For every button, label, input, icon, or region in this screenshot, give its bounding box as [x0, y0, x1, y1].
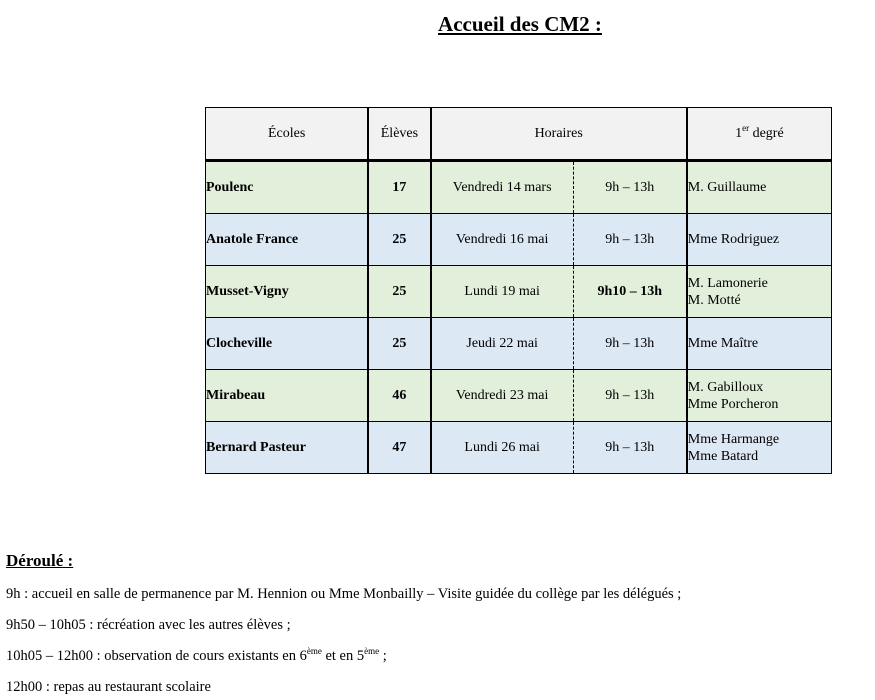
cell-premier-degre — [687, 266, 832, 318]
schedule-table — [205, 107, 832, 474]
header-ecoles: Écoles — [206, 108, 369, 161]
cell-eleves: 47 — [368, 422, 430, 474]
cell-eleves: 46 — [368, 370, 430, 422]
degre-name-1: Mme Maître — [687, 336, 759, 351]
cell-date: Vendredi 23 mai — [431, 370, 574, 422]
cell-ecole: Clocheville — [206, 318, 369, 370]
page-title: Accueil des CM2 : — [438, 12, 602, 36]
header-premier-degre — [687, 108, 832, 161]
deroule-line-3 — [6, 648, 387, 665]
cell-eleves: 17 — [368, 161, 430, 214]
cell-premier-degre — [687, 161, 832, 214]
cell-premier-degre — [687, 214, 832, 266]
degre-name-1: M. Lamonerie — [687, 275, 768, 291]
cell-heure: 9h – 13h — [573, 161, 687, 214]
header-degre-rest: degré — [749, 125, 784, 141]
degre-name-1: Mme Harmange — [687, 431, 780, 447]
table-row — [206, 318, 832, 370]
degre-name-1: Mme Rodriguez — [687, 232, 780, 247]
cell-ecole: Bernard Pasteur — [206, 422, 369, 474]
table-header-row — [206, 108, 832, 161]
deroule-line-3-sup2: ème — [364, 646, 380, 656]
cell-premier-degre — [687, 318, 832, 370]
deroule-line-3-sup1: ème — [306, 646, 322, 656]
cell-heure: 9h – 13h — [573, 318, 687, 370]
table-row — [206, 214, 832, 266]
degre-name-2: Mme Porcheron — [687, 396, 779, 412]
cell-heure: 9h10 – 13h — [573, 266, 687, 318]
cell-ecole: Poulenc — [206, 161, 369, 214]
cell-date: Vendredi 16 mai — [431, 214, 574, 266]
cell-date: Vendredi 14 mars — [431, 161, 574, 214]
cell-date: Jeudi 22 mai — [431, 318, 574, 370]
cell-eleves: 25 — [368, 214, 430, 266]
degre-name-2: Mme Batard — [687, 448, 759, 464]
cell-ecole: Musset-Vigny — [206, 266, 369, 318]
deroule-line-3-b: et en 5 — [321, 648, 365, 664]
header-degre-num: 1 — [735, 125, 743, 141]
cell-eleves: 25 — [368, 318, 430, 370]
degre-name-1: M. Gabilloux — [687, 379, 764, 395]
deroule-line-3-a: 10h05 – 12h00 : observation de cours existants en 6 — [6, 648, 307, 664]
deroule-line-4: 12h00 : repas au restaurant scolaire — [6, 679, 211, 695]
cell-heure: 9h – 13h — [573, 370, 687, 422]
header-horaires: Horaires — [431, 108, 687, 161]
table-row — [206, 370, 832, 422]
table-row — [206, 161, 832, 214]
cell-date: Lundi 26 mai — [431, 422, 574, 474]
deroule-line-2: 9h50 – 10h05 : récréation avec les autres élèves ; — [6, 617, 291, 633]
degre-name-1: M. Guillaume — [687, 180, 767, 195]
cell-heure: 9h – 13h — [573, 214, 687, 266]
deroule-heading: Déroulé : — [6, 551, 74, 570]
cell-ecole: Anatole France — [206, 214, 369, 266]
deroule-line-3-c: ; — [379, 648, 387, 664]
cell-date: Lundi 19 mai — [431, 266, 574, 318]
deroule-line-1: 9h : accueil en salle de permanence par M. Hennion ou Mme Monbailly – Visite guidée du collège par les délégués ; — [6, 586, 682, 602]
cell-heure: 9h – 13h — [573, 422, 687, 474]
cell-premier-degre — [687, 422, 832, 474]
degre-name-2: M. Motté — [687, 292, 741, 308]
cell-eleves: 25 — [368, 266, 430, 318]
table-row — [206, 266, 832, 318]
table-row — [206, 422, 832, 474]
cell-ecole: Mirabeau — [206, 370, 369, 422]
cell-premier-degre — [687, 370, 832, 422]
header-eleves: Élèves — [368, 108, 430, 161]
header-degre-sup: er — [742, 122, 750, 133]
